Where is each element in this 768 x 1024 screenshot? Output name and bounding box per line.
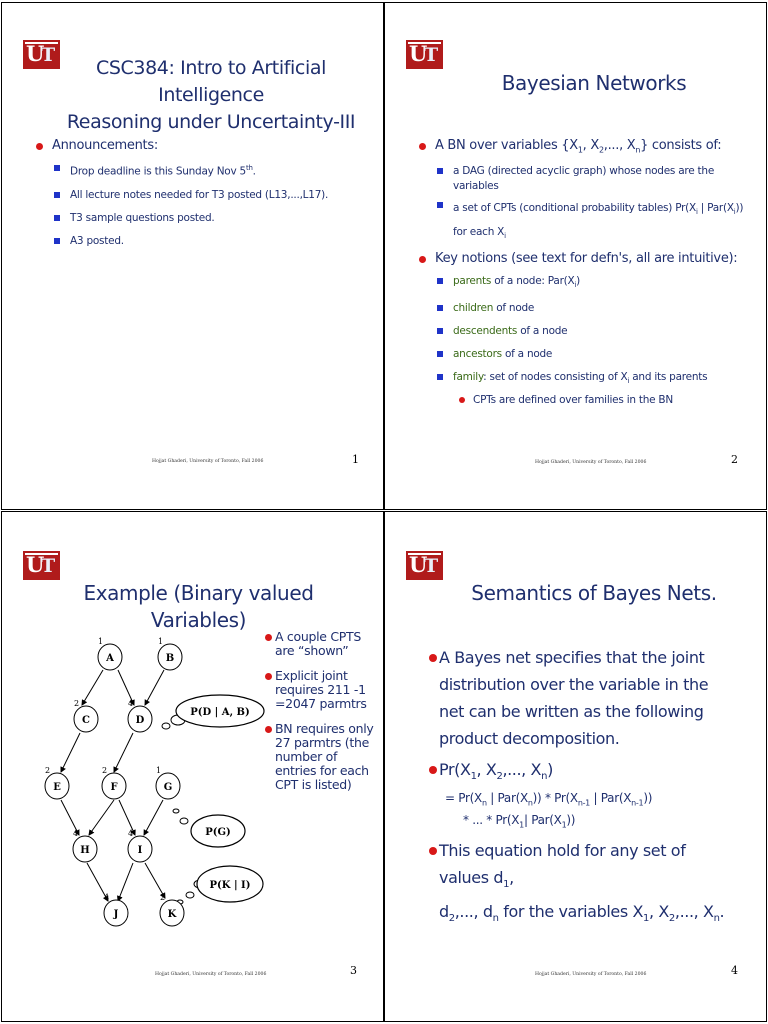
sub-bullet: children of node [415, 301, 758, 316]
sub-bullet: family: set of nodes consisting of $X_i$ and its parents [415, 370, 758, 389]
sub-bullet: ancestors of a node [415, 347, 758, 362]
ut-logo-icon: U T [406, 551, 443, 580]
equation-line-1: = $Pr(X_n$ | $Par(X_n)) * Pr(X_{n-1}$ | $Par(X_{n-1})$) [445, 791, 653, 808]
slide-2 [384, 2, 767, 510]
node-label: E [53, 782, 61, 793]
node-weight: 4 [128, 699, 134, 708]
sub-bullet: parents of a node: $Par(X_i)$ [415, 274, 758, 293]
node-weight: 1 [156, 766, 162, 775]
node-label: G [163, 782, 173, 793]
bullet-bn-definition: A BN over variables {$X_1$, $X_2$,..., $X_n$} consists of: [415, 137, 758, 160]
node-weight: 4 [73, 829, 79, 838]
node-weight: 1 [98, 637, 104, 646]
paragraph-bayes-net: A Bayes net specifies that the joint distribution over the variable in the net can be written as the following product decomposition. [429, 644, 729, 752]
node-label: H [80, 845, 90, 856]
paragraph-equation-hold: This equation hold for any set of values $d_1$, $d_2$,..., $d_n$ for the variables $X_1$, $X_2$,..., $X_n$. [429, 837, 729, 932]
slide-title: CSC384: Intro to Artificial Intelligence Reasoning under Uncertainty-III [66, 57, 356, 133]
node-label: I [137, 845, 143, 856]
node-label: C [82, 715, 90, 726]
node-label: J [113, 909, 119, 920]
node-label: A [106, 653, 114, 664]
sub-sub-bullet: CPTs are defined over families in the BN [415, 393, 758, 408]
side-bullet: A couple CPTS are “shown” [264, 630, 380, 658]
slide-title: Bayesian Networks [501, 71, 687, 95]
sub-bullet: descendents of a node [415, 324, 758, 339]
thought-label: P(K | I) [209, 880, 251, 891]
bullet-list [415, 137, 758, 412]
slide-3 [1, 511, 384, 1022]
paragraph-pr: $Pr(X_1$, $X_2$,..., $X_n$) [429, 756, 729, 790]
page-number: 4 [731, 964, 738, 977]
bullet-announcements: Announcements: [32, 137, 373, 155]
thought-label: P(D | A, B) [190, 707, 250, 718]
ut-logo-icon: U T [406, 40, 443, 69]
slide-title: Semantics of Bayes Nets. [471, 581, 717, 605]
sub-bullet: Drop deadline is this Sunday Nov 5th. [32, 161, 373, 180]
node-weight: 2 [160, 893, 166, 902]
bullet-list [32, 137, 373, 257]
sub-bullet: a set of CPTs (conditional probability tables) $Pr(X_i$ | $Par(X_i)$) for each $X_i$ [415, 198, 758, 246]
ut-logo-icon: U T [23, 40, 60, 69]
node-label: D [135, 715, 145, 726]
footer: Hojjat Ghaderi, University of Toronto, Fall 2006 [152, 459, 264, 464]
side-bullet: BN requires only 27 parmtrs (the number of entries for each CPT is listed) [264, 722, 380, 792]
slide-1 [1, 2, 384, 510]
node-weight: 4 [128, 829, 134, 838]
node-label: K [167, 909, 177, 920]
slide-body [429, 644, 729, 932]
slide-title: Example (Binary valued Variables) [83, 581, 314, 632]
thought-label: P(G) [205, 827, 231, 838]
node-weight: 2 [102, 766, 108, 775]
footer: Hojjat Ghaderi, University of Toronto, Fall 2006 [155, 972, 267, 977]
bullet-key-notions: Key notions (see text for defn's, all are intuitive): [415, 250, 758, 268]
sub-bullet: T3 sample questions posted. [32, 211, 373, 226]
footer: Hojjat Ghaderi, University of Toronto, Fall 2006 [535, 460, 647, 465]
sub-bullet: A3 posted. [32, 234, 373, 249]
node-label: B [165, 653, 175, 664]
node-weight: 2 [45, 766, 51, 775]
equation-line-2: * ... * $Pr(X_1|$ $Par(X_1)$) [463, 812, 576, 829]
sub-bullet: a DAG (directed acyclic graph) whose nodes are the variables [415, 164, 758, 194]
node-weight: 2 [74, 699, 80, 708]
side-bullet: Explicit joint requires 211 -1 =2047 parmtrs [264, 669, 380, 711]
node-weight: 1 [158, 637, 164, 646]
page-number: 3 [350, 964, 357, 977]
slide-4 [384, 511, 767, 1022]
sub-bullet: All lecture notes needed for T3 posted (L13,...,L17). [32, 188, 373, 203]
node-weight: 4 [104, 893, 110, 902]
page-number: 1 [352, 453, 359, 466]
node-label: F [110, 782, 118, 793]
footer: Hojjat Ghaderi, University of Toronto, Fall 2006 [535, 972, 647, 977]
page-number: 2 [731, 453, 738, 466]
ut-logo-icon: U T [23, 551, 60, 580]
side-bullets [264, 630, 380, 803]
